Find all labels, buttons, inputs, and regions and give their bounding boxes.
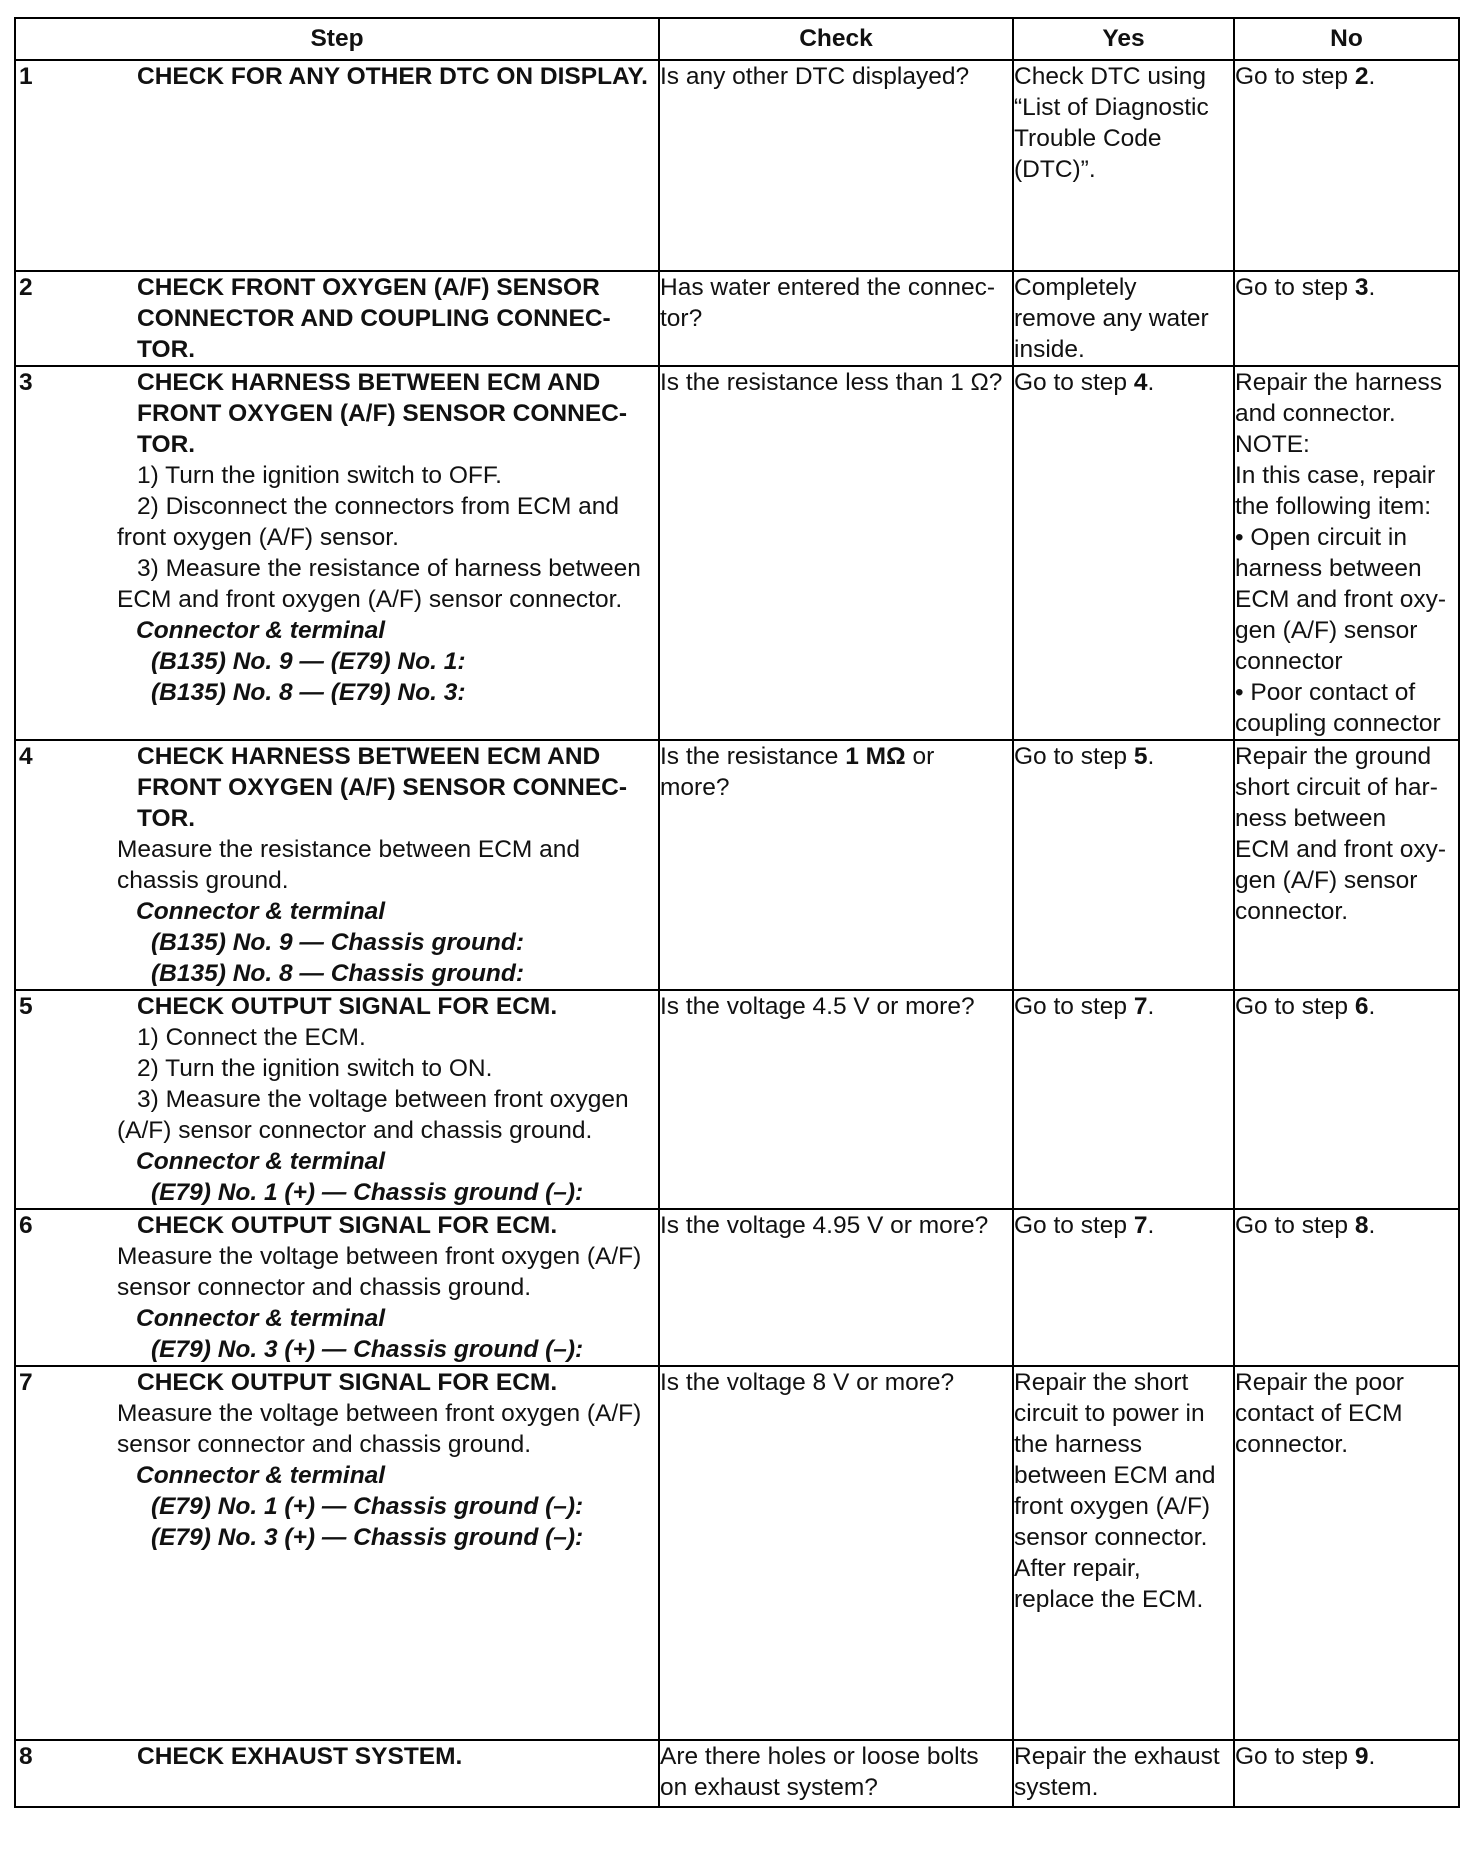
yes-text: system. xyxy=(1014,1774,1099,1801)
check-text: Has water entered the connec- tor? xyxy=(660,274,996,332)
step-title: CHECK HARNESS BETWEEN ECM AND xyxy=(137,369,601,396)
connector-terminal: (B135) No. 9 — Chassis ground: xyxy=(151,929,525,956)
yes-text: the harness xyxy=(1014,1431,1143,1458)
yes-text: inside. xyxy=(1014,336,1085,363)
no-step-number: 3 xyxy=(1354,274,1369,301)
step-instruction: 2) Turn the ignition switch to ON. xyxy=(137,1055,493,1082)
step-cell xyxy=(15,366,659,740)
no-text: • Open circuit in xyxy=(1235,524,1407,551)
connector-terminal: (E79) No. 3 (+) — Chassis ground (–): xyxy=(151,1336,584,1363)
no-text: the following item: xyxy=(1235,493,1432,520)
check-text: Is the voltage 4.5 V or more? xyxy=(660,993,975,1020)
step-number: 1 xyxy=(19,63,33,90)
no-text: short circuit of har- xyxy=(1235,774,1438,801)
step-instruction: 1) Turn the ignition switch to OFF. xyxy=(137,462,502,489)
step-cell xyxy=(15,1366,659,1740)
yes-text: sensor connector. xyxy=(1014,1524,1208,1551)
yes-text: Check DTC using xyxy=(1014,63,1206,90)
yes-step-number: 4 xyxy=(1133,369,1148,396)
step-cell xyxy=(15,1209,659,1366)
no-text: Go to step xyxy=(1235,63,1355,90)
yes-text: Go to step xyxy=(1014,369,1134,396)
step-number: 2 xyxy=(19,274,33,301)
check-cell xyxy=(659,1366,1013,1740)
no-text: Repair the poor xyxy=(1235,1369,1404,1396)
no-cell xyxy=(1234,366,1459,740)
yes-text: Repair the exhaust xyxy=(1014,1743,1220,1770)
step-instruction: Measure the voltage between front oxygen (A/F) xyxy=(117,1243,642,1270)
no-cell xyxy=(1234,1366,1459,1740)
yes-text: Go to step xyxy=(1014,993,1134,1020)
step-title: CHECK FOR ANY OTHER DTC ON DISPLAY. xyxy=(137,63,648,90)
step-cell xyxy=(15,740,659,990)
check-text: Is the voltage 4.95 V or more? xyxy=(660,1212,989,1239)
no-step-number: 6 xyxy=(1354,993,1369,1020)
yes-text: Go to step xyxy=(1014,743,1134,770)
no-text: gen (A/F) sensor xyxy=(1235,617,1418,644)
no-step-number: 9 xyxy=(1354,1743,1369,1770)
no-text: connector xyxy=(1235,648,1343,675)
yes-cell xyxy=(1013,60,1234,271)
yes-text: Trouble Code xyxy=(1014,125,1162,152)
yes-cell xyxy=(1013,271,1234,366)
yes-text: After repair, xyxy=(1014,1555,1141,1582)
step-number: 6 xyxy=(19,1212,33,1239)
connector-terminal: (E79) No. 3 (+) — Chassis ground (–): xyxy=(151,1524,584,1551)
no-text: harness between xyxy=(1235,555,1422,582)
no-text: Go to step xyxy=(1235,1743,1355,1770)
check-text: Is the resistance xyxy=(660,743,846,770)
yes-cell xyxy=(1013,1740,1234,1807)
step-instruction: Measure the voltage between front oxygen (A/F) xyxy=(117,1400,642,1427)
step-number: 4 xyxy=(19,743,33,770)
yes-text-suffix: . xyxy=(1147,369,1155,396)
step-instruction: 3) Measure the voltage between front oxygen xyxy=(137,1086,629,1113)
diagnostic-table xyxy=(14,17,1460,1808)
step-number: 8 xyxy=(19,1743,33,1770)
no-text: connector. xyxy=(1235,898,1349,925)
table-row xyxy=(15,1740,1459,1807)
connector-terminal: (E79) No. 1 (+) — Chassis ground (–): xyxy=(151,1493,584,1520)
no-cell xyxy=(1234,60,1459,271)
no-text-suffix: . xyxy=(1368,1212,1376,1239)
yes-text: “List of Diagnostic xyxy=(1014,94,1209,121)
check-cell xyxy=(659,1209,1013,1366)
yes-text: front oxygen (A/F) xyxy=(1014,1493,1211,1520)
yes-cell xyxy=(1013,740,1234,990)
check-text: Are there holes or loose bolts on exhaust system? xyxy=(660,1743,979,1801)
check-text-suffix: or more? xyxy=(660,743,935,801)
no-cell xyxy=(1234,990,1459,1209)
yes-text: Repair the short xyxy=(1014,1369,1189,1396)
yes-text: Completely xyxy=(1014,274,1137,301)
step-title: CHECK OUTPUT SIGNAL FOR ECM. xyxy=(137,1369,558,1396)
connector-terminal: (B135) No. 8 — (E79) No. 3: xyxy=(151,679,466,706)
step-instruction: (A/F) sensor connector and chassis ground. xyxy=(117,1117,593,1144)
no-text: ECM and front oxy- xyxy=(1235,586,1447,613)
connector-heading: Connector & terminal xyxy=(136,898,386,925)
no-text: ECM and front oxy- xyxy=(1235,836,1447,863)
no-text-suffix: . xyxy=(1368,1743,1376,1770)
step-instruction: 2) Disconnect the connectors from ECM and xyxy=(137,493,620,520)
yes-text: replace the ECM. xyxy=(1014,1586,1204,1613)
no-cell xyxy=(1234,1740,1459,1807)
step-title: TOR. xyxy=(137,336,196,363)
step-title: FRONT OXYGEN (A/F) SENSOR CONNEC- xyxy=(137,400,628,427)
step-instruction: chassis ground. xyxy=(117,867,289,894)
check-text: Is any other DTC displayed? xyxy=(660,63,970,90)
check-cell xyxy=(659,60,1013,271)
step-cell xyxy=(15,990,659,1209)
step-number: 7 xyxy=(19,1369,33,1396)
check-cell xyxy=(659,740,1013,990)
no-text: coupling connector xyxy=(1235,710,1441,737)
connector-heading: Connector & terminal xyxy=(136,1462,386,1489)
step-title: CHECK EXHAUST SYSTEM. xyxy=(137,1743,463,1770)
header-no: No xyxy=(1234,18,1459,60)
connector-heading: Connector & terminal xyxy=(136,1148,386,1175)
step-title: CHECK OUTPUT SIGNAL FOR ECM. xyxy=(137,993,558,1020)
step-instruction: Measure the resistance between ECM and xyxy=(117,836,581,863)
check-cell xyxy=(659,990,1013,1209)
table-row xyxy=(15,740,1459,990)
no-text: Go to step xyxy=(1235,993,1355,1020)
no-cell xyxy=(1234,271,1459,366)
yes-text: remove any water xyxy=(1014,305,1209,332)
check-value: 1 MΩ xyxy=(845,743,906,770)
no-text: • Poor contact of xyxy=(1235,679,1416,706)
yes-cell xyxy=(1013,366,1234,740)
connector-heading: Connector & terminal xyxy=(136,1305,386,1332)
no-text-suffix: . xyxy=(1368,63,1376,90)
table-row xyxy=(15,1209,1459,1366)
yes-text-suffix: . xyxy=(1147,743,1155,770)
no-text: gen (A/F) sensor xyxy=(1235,867,1418,894)
table-header-row xyxy=(15,18,1459,60)
check-text: Is the resistance less than 1 Ω? xyxy=(660,369,1003,396)
step-title: FRONT OXYGEN (A/F) SENSOR CONNEC- xyxy=(137,774,628,801)
table-row xyxy=(15,1366,1459,1740)
step-instruction: sensor connector and chassis ground. xyxy=(117,1274,532,1301)
no-note-label: NOTE: xyxy=(1235,431,1310,458)
step-cell xyxy=(15,271,659,366)
step-title: CHECK OUTPUT SIGNAL FOR ECM. xyxy=(137,1212,558,1239)
no-text: connector. xyxy=(1235,1431,1349,1458)
no-text: and connector. xyxy=(1235,400,1396,427)
no-text: ness between xyxy=(1235,805,1387,832)
no-text-suffix: . xyxy=(1368,274,1376,301)
yes-cell xyxy=(1013,1209,1234,1366)
step-instruction: ECM and front oxygen (A/F) sensor connector. xyxy=(117,586,623,613)
step-cell xyxy=(15,60,659,271)
yes-cell xyxy=(1013,1366,1234,1740)
table-row xyxy=(15,60,1459,271)
yes-step-number: 5 xyxy=(1133,743,1148,770)
step-instruction: 1) Connect the ECM. xyxy=(137,1024,366,1051)
no-text: Repair the ground xyxy=(1235,743,1432,770)
step-instruction: 3) Measure the resistance of harness between xyxy=(137,555,641,582)
step-instruction: sensor connector and chassis ground. xyxy=(117,1431,532,1458)
step-title: TOR. xyxy=(137,805,196,832)
step-title: CHECK HARNESS BETWEEN ECM AND xyxy=(137,743,601,770)
yes-text-suffix: . xyxy=(1147,993,1155,1020)
check-text: Is the voltage 8 V or more? xyxy=(660,1369,955,1396)
step-title: TOR. xyxy=(137,431,196,458)
step-title: CONNECTOR AND COUPLING CONNEC- xyxy=(137,305,611,332)
yes-text-suffix: . xyxy=(1147,1212,1155,1239)
no-step-number: 2 xyxy=(1354,63,1369,90)
check-cell xyxy=(659,1740,1013,1807)
no-text-suffix: . xyxy=(1368,993,1376,1020)
step-cell xyxy=(15,1740,659,1807)
yes-text: Go to step xyxy=(1014,1212,1134,1239)
table-row xyxy=(15,271,1459,366)
table-row xyxy=(15,990,1459,1209)
connector-terminal: (B135) No. 8 — Chassis ground: xyxy=(151,960,525,987)
connector-heading: Connector & terminal xyxy=(136,617,386,644)
no-text: contact of ECM xyxy=(1235,1400,1403,1427)
no-step-number: 8 xyxy=(1354,1212,1369,1239)
no-text: Repair the harness xyxy=(1235,369,1443,396)
yes-text: circuit to power in xyxy=(1014,1400,1205,1427)
check-cell xyxy=(659,366,1013,740)
connector-terminal: (E79) No. 1 (+) — Chassis ground (–): xyxy=(151,1179,584,1206)
header-check: Check xyxy=(659,18,1013,60)
yes-text: between ECM and xyxy=(1014,1462,1216,1489)
step-instruction: front oxygen (A/F) sensor. xyxy=(117,524,399,551)
no-cell xyxy=(1234,1209,1459,1366)
step-number: 3 xyxy=(19,369,33,396)
table-row xyxy=(15,366,1459,740)
header-step: Step xyxy=(15,18,659,60)
no-cell xyxy=(1234,740,1459,990)
no-text: Go to step xyxy=(1235,1212,1355,1239)
header-yes: Yes xyxy=(1013,18,1234,60)
connector-terminal: (B135) No. 9 — (E79) No. 1: xyxy=(151,648,466,675)
no-text: In this case, repair xyxy=(1235,462,1436,489)
step-number: 5 xyxy=(19,993,33,1020)
step-title: CHECK FRONT OXYGEN (A/F) SENSOR xyxy=(137,274,600,301)
yes-cell xyxy=(1013,990,1234,1209)
yes-text: (DTC)”. xyxy=(1014,156,1096,183)
yes-step-number: 7 xyxy=(1133,993,1148,1020)
diagnostic-procedure-page xyxy=(14,17,1458,1808)
no-text: Go to step xyxy=(1235,274,1355,301)
check-cell xyxy=(659,271,1013,366)
yes-step-number: 7 xyxy=(1133,1212,1148,1239)
